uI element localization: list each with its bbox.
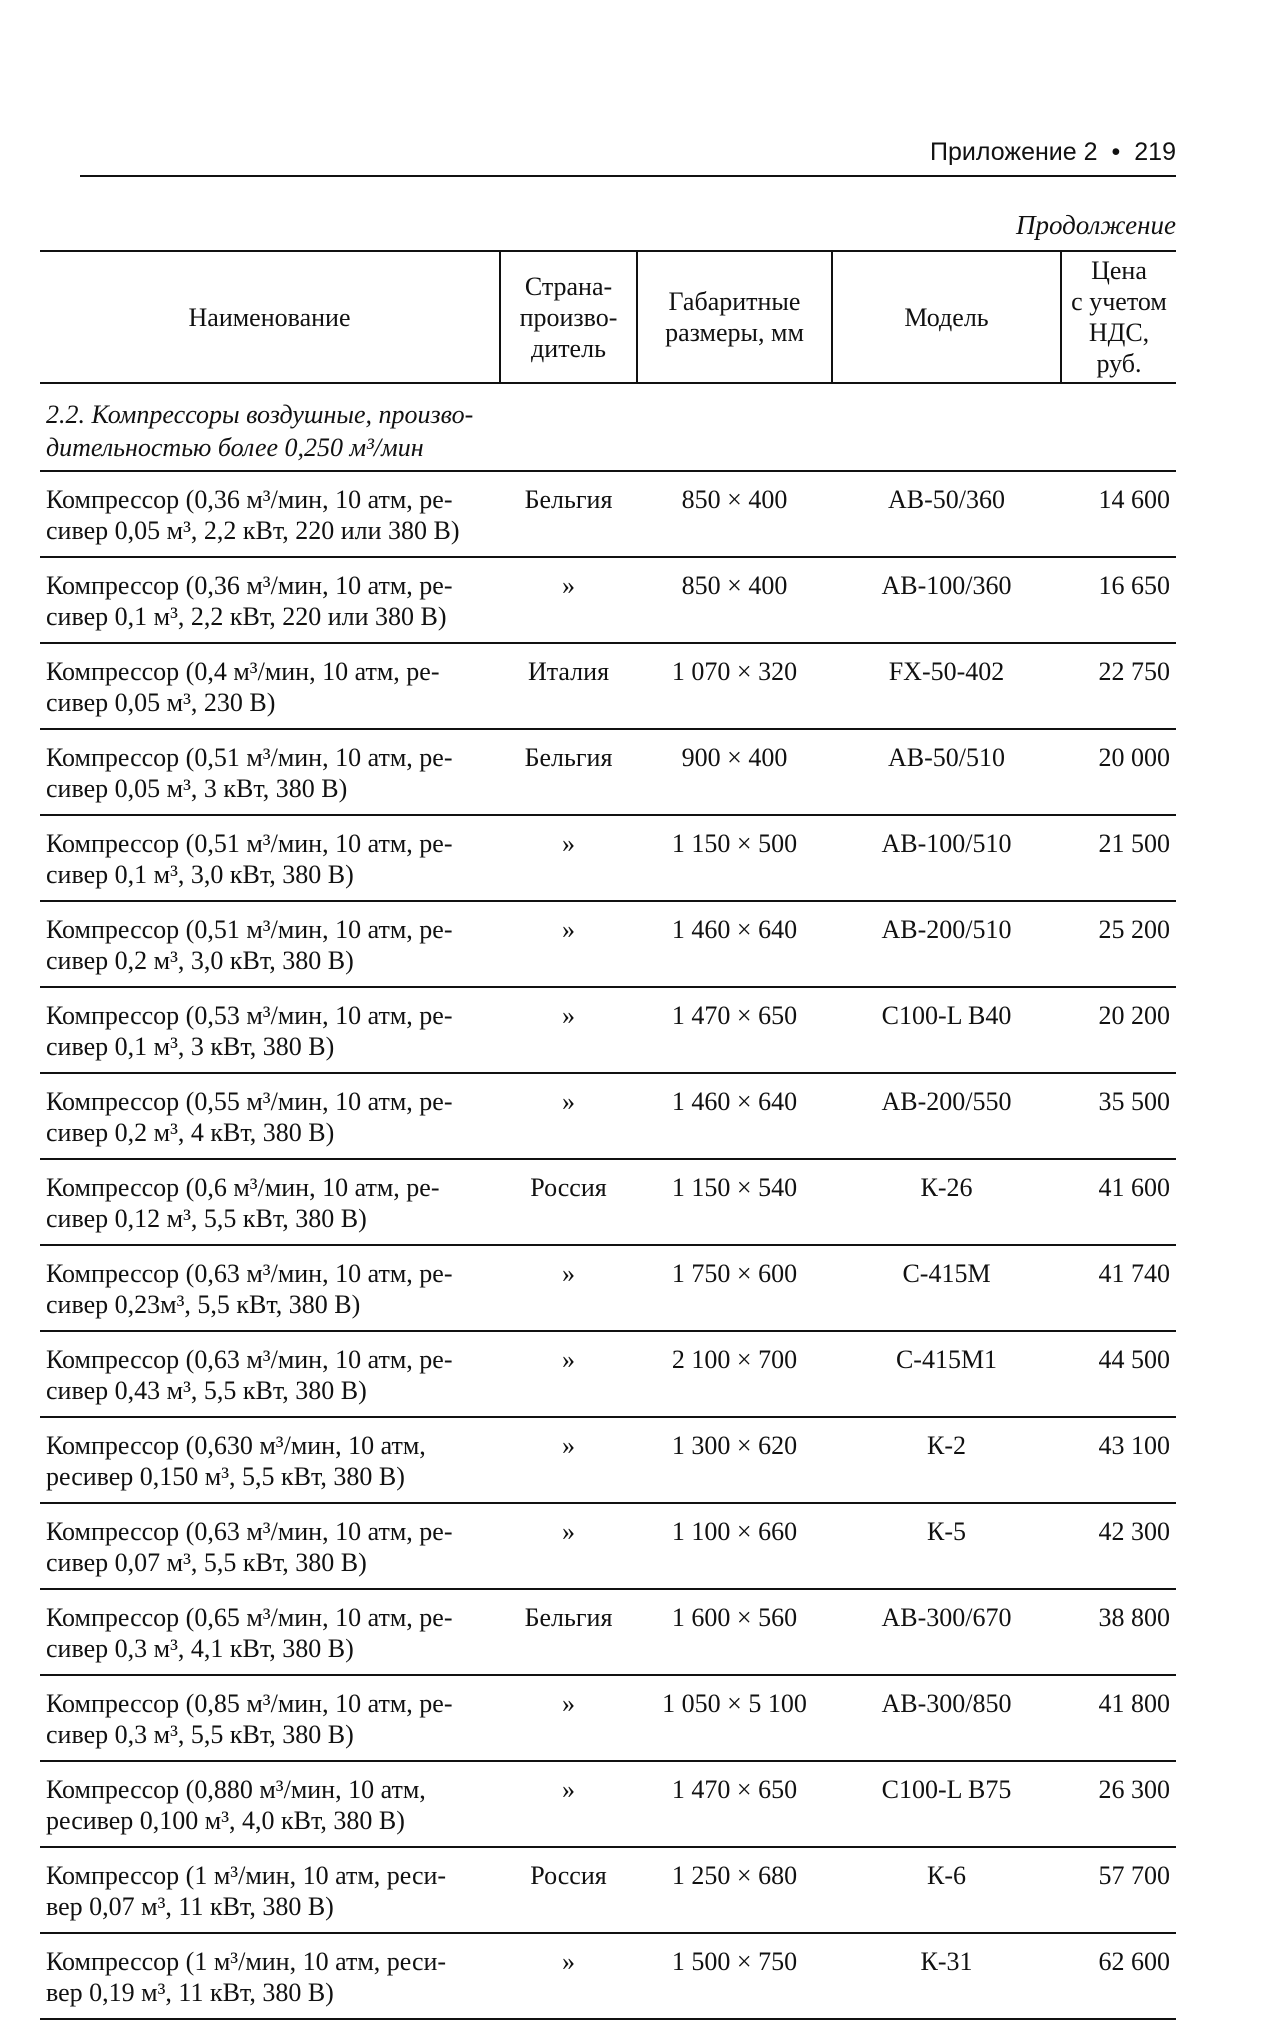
item-name-cell <box>40 1847 500 1933</box>
col-header-price-line: Цена <box>1091 256 1147 285</box>
item-country: » <box>500 1417 637 1503</box>
table-row <box>40 1245 1176 1331</box>
table-row <box>40 1933 1176 2019</box>
table-row <box>40 1417 1176 1503</box>
item-name-line: сивер 0,1 м³, 3 кВт, 380 В) <box>46 1032 335 1061</box>
item-model: К-6 <box>832 1847 1061 1933</box>
section-empty-cell <box>832 383 1061 471</box>
running-head <box>80 138 1176 177</box>
table-row <box>40 643 1176 729</box>
item-country: » <box>500 1245 637 1331</box>
item-name-line: сивер 0,2 м³, 3,0 кВт, 380 В) <box>46 946 354 975</box>
item-name-line: ресивер 0,150 м³, 5,5 кВт, 380 В) <box>46 1462 405 1491</box>
item-model: AB-300/670 <box>832 1589 1061 1675</box>
item-name-line: сивер 0,12 м³, 5,5 кВт, 380 В) <box>46 1204 367 1233</box>
table-row <box>40 557 1176 643</box>
item-name-line: Компрессор (0,51 м³/мин, 10 атм, ре- <box>46 829 453 858</box>
item-dimensions: 1 100 × 660 <box>637 1503 832 1589</box>
item-name-line: сивер 0,07 м³, 5,5 кВт, 380 В) <box>46 1548 367 1577</box>
item-price: 43 100 <box>1061 1417 1176 1503</box>
item-dimensions: 2 100 × 700 <box>637 1331 832 1417</box>
item-dimensions: 900 × 400 <box>637 729 832 815</box>
item-name-line: ресивер 0,100 м³, 4,0 кВт, 380 В) <box>46 1806 405 1835</box>
item-model: К-31 <box>832 1933 1061 2019</box>
item-price: 22 750 <box>1061 643 1176 729</box>
item-model: C100-L B75 <box>832 1761 1061 1847</box>
item-name-line: сивер 0,1 м³, 3,0 кВт, 380 В) <box>46 860 354 889</box>
item-name-line: сивер 0,1 м³, 2,2 кВт, 220 или 380 В) <box>46 602 447 631</box>
item-name-cell <box>40 987 500 1073</box>
item-name-line: Компрессор (0,65 м³/мин, 10 атм, ре- <box>46 1603 453 1632</box>
item-model: AB-300/850 <box>832 1675 1061 1761</box>
item-price: 14 600 <box>1061 471 1176 557</box>
item-name-line: Компрессор (0,51 м³/мин, 10 атм, ре- <box>46 915 453 944</box>
item-country: Бельгия <box>500 729 637 815</box>
item-price: 38 800 <box>1061 1589 1176 1675</box>
col-header-name <box>40 251 500 383</box>
item-model: К-2 <box>832 1417 1061 1503</box>
item-model: С-415М <box>832 1245 1061 1331</box>
item-name-cell <box>40 643 500 729</box>
item-dimensions: 1 300 × 620 <box>637 1417 832 1503</box>
item-name-line: сивер 0,43 м³, 5,5 кВт, 380 В) <box>46 1376 367 1405</box>
item-name-cell <box>40 901 500 987</box>
item-dimensions: 1 470 × 650 <box>637 987 832 1073</box>
item-price: 20 200 <box>1061 987 1176 1073</box>
item-price: 57 700 <box>1061 1847 1176 1933</box>
item-dimensions: 1 150 × 500 <box>637 815 832 901</box>
item-model: AB-100/510 <box>832 815 1061 901</box>
item-country: » <box>500 1933 637 2019</box>
item-dimensions: 1 050 × 5 100 <box>637 1675 832 1761</box>
item-name-cell <box>40 1331 500 1417</box>
item-country: Бельгия <box>500 471 637 557</box>
item-dimensions: 1 150 × 540 <box>637 1159 832 1245</box>
item-name-line: вер 0,19 м³, 11 кВт, 380 В) <box>46 1978 334 2007</box>
item-country: Россия <box>500 1847 637 1933</box>
item-name-cell <box>40 729 500 815</box>
col-header-dims-line: размеры, мм <box>665 318 804 347</box>
item-name-line: Компрессор (0,880 м³/мин, 10 атм, <box>46 1775 426 1804</box>
price-table <box>40 250 1176 2020</box>
item-name-line: вер 0,07 м³, 11 кВт, 380 В) <box>46 1892 334 1921</box>
item-name-line: сивер 0,23м³, 5,5 кВт, 380 В) <box>46 1290 361 1319</box>
item-country: » <box>500 815 637 901</box>
item-model: C100-L B40 <box>832 987 1061 1073</box>
continuation-label: Продолжение <box>1015 210 1176 240</box>
table-row <box>40 815 1176 901</box>
item-name-cell <box>40 1933 500 2019</box>
item-name-cell <box>40 557 500 643</box>
section-title-line: 2.2. Компрессоры воздушные, произво- <box>46 400 474 429</box>
col-header-price <box>1061 251 1176 383</box>
section-empty-cell <box>637 383 832 471</box>
item-dimensions: 850 × 400 <box>637 471 832 557</box>
item-country: Бельгия <box>500 1589 637 1675</box>
table-row <box>40 901 1176 987</box>
col-header-name-line: Наименование <box>188 302 351 332</box>
item-name-cell <box>40 1761 500 1847</box>
item-country: Россия <box>500 1159 637 1245</box>
running-title: Приложение 2 <box>930 138 1098 166</box>
table-row <box>40 729 1176 815</box>
col-header-dims <box>637 251 832 383</box>
item-dimensions: 1 750 × 600 <box>637 1245 832 1331</box>
item-price: 41 600 <box>1061 1159 1176 1245</box>
col-header-dims-line: Габаритные <box>668 287 801 316</box>
item-price: 16 650 <box>1061 557 1176 643</box>
table-row <box>40 1589 1176 1675</box>
item-country: » <box>500 557 637 643</box>
col-header-model <box>832 251 1061 383</box>
item-name-line: сивер 0,05 м³, 2,2 кВт, 220 или 380 В) <box>46 516 460 545</box>
section-title <box>40 383 500 471</box>
item-country: » <box>500 1675 637 1761</box>
item-dimensions: 1 250 × 680 <box>637 1847 832 1933</box>
item-name-cell <box>40 815 500 901</box>
item-name-line: Компрессор (0,63 м³/мин, 10 атм, ре- <box>46 1345 453 1374</box>
item-name-line: Компрессор (0,4 м³/мин, 10 атм, ре- <box>46 657 440 686</box>
table-row <box>40 1073 1176 1159</box>
item-name-cell <box>40 1589 500 1675</box>
item-name-line: Компрессор (0,55 м³/мин, 10 атм, ре- <box>46 1087 453 1116</box>
item-model: К-5 <box>832 1503 1061 1589</box>
item-name-line: Компрессор (0,630 м³/мин, 10 атм, <box>46 1431 426 1460</box>
item-price: 44 500 <box>1061 1331 1176 1417</box>
item-price: 41 740 <box>1061 1245 1176 1331</box>
item-price: 35 500 <box>1061 1073 1176 1159</box>
item-model: AB-200/510 <box>832 901 1061 987</box>
item-name-line: Компрессор (1 м³/мин, 10 атм, реси- <box>46 1861 447 1890</box>
item-name-line: сивер 0,05 м³, 230 В) <box>46 688 276 717</box>
item-model: AB-100/360 <box>832 557 1061 643</box>
section-empty-cell <box>1061 383 1176 471</box>
item-name-cell <box>40 1073 500 1159</box>
col-header-price-line: с учетом <box>1071 287 1167 316</box>
item-name-line: сивер 0,3 м³, 4,1 кВт, 380 В) <box>46 1634 354 1663</box>
item-name-cell <box>40 1417 500 1503</box>
item-dimensions: 1 500 × 750 <box>637 1933 832 2019</box>
item-name-line: сивер 0,3 м³, 5,5 кВт, 380 В) <box>46 1720 354 1749</box>
col-header-country <box>500 251 637 383</box>
item-name-line: Компрессор (0,85 м³/мин, 10 атм, ре- <box>46 1689 453 1718</box>
item-model: AB-50/510 <box>832 729 1061 815</box>
item-country: » <box>500 1073 637 1159</box>
item-price: 41 800 <box>1061 1675 1176 1761</box>
item-name-line: Компрессор (0,63 м³/мин, 10 атм, ре- <box>46 1259 453 1288</box>
item-name-line: сивер 0,2 м³, 4 кВт, 380 В) <box>46 1118 335 1147</box>
table-row <box>40 1675 1176 1761</box>
item-dimensions: 1 070 × 320 <box>637 643 832 729</box>
item-dimensions: 1 600 × 560 <box>637 1589 832 1675</box>
item-price: 25 200 <box>1061 901 1176 987</box>
item-model: FX-50-402 <box>832 643 1061 729</box>
item-dimensions: 1 460 × 640 <box>637 901 832 987</box>
col-header-country-line: дитель <box>531 333 606 363</box>
item-dimensions: 850 × 400 <box>637 557 832 643</box>
item-price: 42 300 <box>1061 1503 1176 1589</box>
col-header-price-line: НДС, руб. <box>1088 318 1150 378</box>
table-row <box>40 1159 1176 1245</box>
item-dimensions: 1 470 × 650 <box>637 1761 832 1847</box>
col-header-country-line: произво- <box>519 302 618 332</box>
item-name-line: Компрессор (0,51 м³/мин, 10 атм, ре- <box>46 743 453 772</box>
item-country: » <box>500 901 637 987</box>
table-row <box>40 1503 1176 1589</box>
item-dimensions: 1 460 × 640 <box>637 1073 832 1159</box>
item-name-line: Компрессор (0,6 м³/мин, 10 атм, ре- <box>46 1173 440 1202</box>
item-name-cell <box>40 471 500 557</box>
item-name-line: Компрессор (0,63 м³/мин, 10 атм, ре- <box>46 1517 453 1546</box>
item-name-cell <box>40 1503 500 1589</box>
item-name-cell <box>40 1245 500 1331</box>
item-country: Италия <box>500 643 637 729</box>
item-name-line: Компрессор (0,53 м³/мин, 10 атм, ре- <box>46 1001 453 1030</box>
item-country: » <box>500 1503 637 1589</box>
running-separator: • <box>1111 138 1121 166</box>
item-name-line: сивер 0,05 м³, 3 кВт, 380 В) <box>46 774 348 803</box>
table-header-row <box>40 251 1176 383</box>
item-name-line: Компрессор (0,36 м³/мин, 10 атм, ре- <box>46 571 453 600</box>
item-country: » <box>500 1761 637 1847</box>
item-name-cell <box>40 1675 500 1761</box>
table-row <box>40 471 1176 557</box>
item-price: 62 600 <box>1061 1933 1176 2019</box>
item-name-line: Компрессор (1 м³/мин, 10 атм, реси- <box>46 1947 447 1976</box>
item-country: » <box>500 987 637 1073</box>
item-name-cell <box>40 1159 500 1245</box>
col-header-country-line: Страна- <box>524 271 613 301</box>
page-number: 219 <box>1134 138 1176 166</box>
table-row <box>40 1331 1176 1417</box>
item-name-line: Компрессор (0,36 м³/мин, 10 атм, ре- <box>46 485 453 514</box>
table-row <box>40 1761 1176 1847</box>
item-price: 21 500 <box>1061 815 1176 901</box>
item-price: 20 000 <box>1061 729 1176 815</box>
item-model: С-415М1 <box>832 1331 1061 1417</box>
table-row <box>40 1847 1176 1933</box>
section-row <box>40 383 1176 471</box>
item-model: К-26 <box>832 1159 1061 1245</box>
item-model: AB-50/360 <box>832 471 1061 557</box>
item-model: AB-200/550 <box>832 1073 1061 1159</box>
item-price: 26 300 <box>1061 1761 1176 1847</box>
section-title-line: дительностью более 0,250 м³/мин <box>46 433 424 462</box>
section-empty-cell <box>500 383 637 471</box>
item-country: » <box>500 1331 637 1417</box>
col-header-model-line: Модель <box>904 302 989 332</box>
table-row <box>40 987 1176 1073</box>
